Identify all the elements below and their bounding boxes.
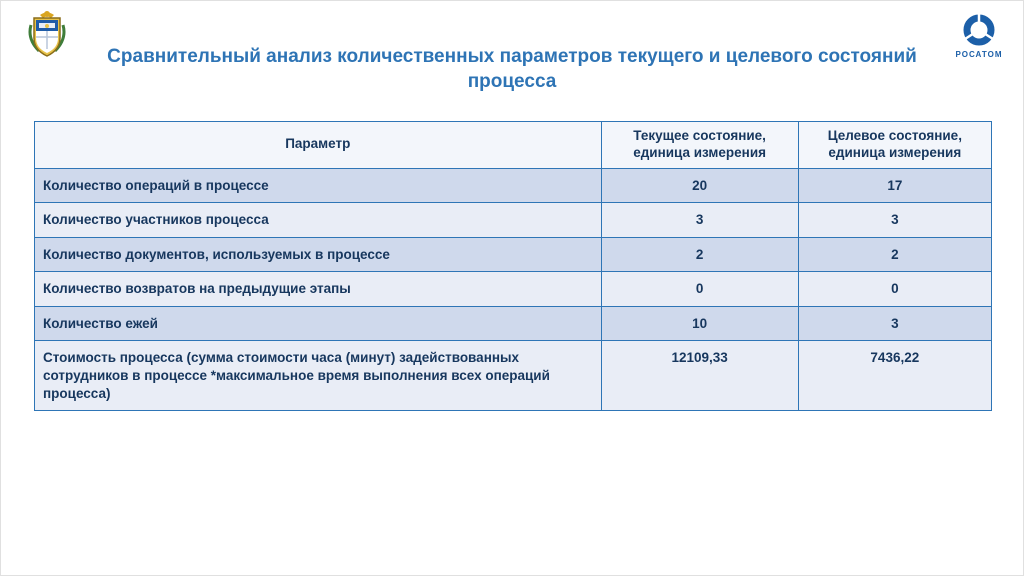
current-value-cell: 0 (601, 272, 798, 307)
table-row (35, 168, 992, 203)
target-value-cell: 3 (798, 306, 991, 341)
table-row (35, 306, 992, 341)
current-value-cell: 10 (601, 306, 798, 341)
current-value-cell: 12109,33 (601, 341, 798, 411)
target-value-cell: 2 (798, 237, 991, 272)
column-header-target-state: Целевое состояние, единица измерения (798, 122, 991, 169)
column-header-current-state: Текущее состояние, единица измерения (601, 122, 798, 169)
target-value-cell: 17 (798, 168, 991, 203)
current-value-cell: 3 (601, 203, 798, 238)
table-row (35, 272, 992, 307)
target-value-cell: 3 (798, 203, 991, 238)
stavropol-coat-of-arms-logo (27, 9, 67, 63)
target-value-cell: 7436,22 (798, 341, 991, 411)
table-header (35, 122, 992, 169)
comparison-table (34, 121, 992, 411)
rosatom-wordmark: РОСАТОМ (955, 50, 1003, 59)
parameter-name-cell: Количество возвратов на предыдущие этапы (35, 272, 602, 307)
table-row (35, 237, 992, 272)
parameter-name-cell: Количество участников процесса (35, 203, 602, 238)
current-value-cell: 20 (601, 168, 798, 203)
parameter-name-cell: Количество ежей (35, 306, 602, 341)
rosatom-logo (949, 13, 1009, 59)
target-value-cell: 0 (798, 272, 991, 307)
table-row (35, 341, 992, 411)
table-body (35, 168, 992, 410)
coat-of-arms-icon (27, 9, 67, 63)
parameter-name-cell: Стоимость процесса (сумма стоимости часа (минут) задействованных сотрудников в процессе *максимальное время выполнения всех операций процесса) (35, 341, 602, 411)
parameter-name-cell: Количество документов, используемых в процессе (35, 237, 602, 272)
current-value-cell: 2 (601, 237, 798, 272)
table-row (35, 203, 992, 238)
parameter-name-cell: Количество операций в процессе (35, 168, 602, 203)
table-header-row (35, 122, 992, 169)
rosatom-icon (956, 13, 1002, 49)
page-title: Сравнительный анализ количественных параметров текущего и целевого состояний процесса (107, 46, 917, 92)
column-header-parameter: Параметр (35, 122, 602, 169)
